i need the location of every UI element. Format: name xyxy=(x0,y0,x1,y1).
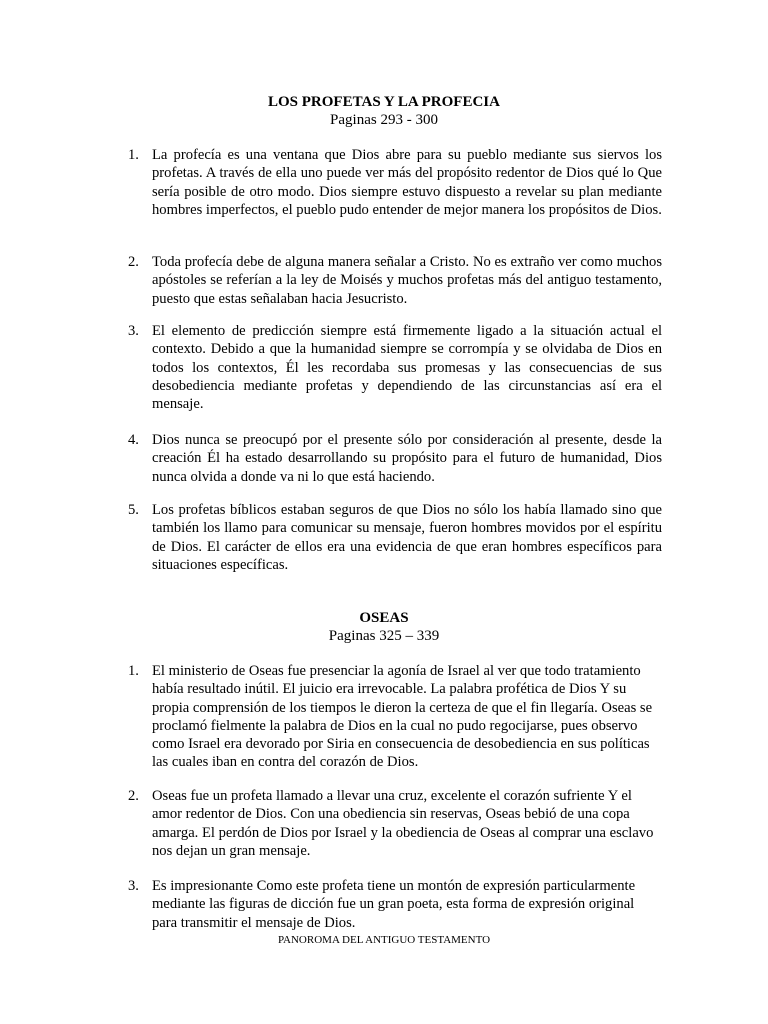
list-item-text: Toda profecía debe de alguna manera señalar a Cristo. No es extraño ver como muchos apóstoles se referían a la ley de Moisés y muchos profetas más del antiguo testamento, puesto que estas señalaban hacia Jesucristo. xyxy=(152,254,662,307)
list-item xyxy=(128,253,662,308)
list-item-text: La profecía es una ventana que Dios abre para su pueblo mediante sus siervos los profetas. A través de ella uno puede ver más del propósito redentor de Dios qué lo Que sería posible de otro modo. Dios siempre estuvo dispuesto a revelar su plan mediante hombres imperfectos, el pueblo pudo entender de mejor manera los propósitos de Dios. xyxy=(152,147,662,218)
page-footer: PANOROMA DEL ANTIGUO TESTAMENTO xyxy=(277,934,491,946)
list-item-number: 1. xyxy=(128,147,139,163)
list-item-text: Es impresionante Como este profeta tiene un montón de expresión particularmente mediante las figuras de dicción fue un gran poeta, esta forma de expresión original para transmitir el mensaje de Dios. xyxy=(152,878,636,931)
list-item xyxy=(128,662,662,772)
list-item-number: 3. xyxy=(128,878,139,894)
list-item-number: 3. xyxy=(128,323,139,339)
list-item-text: El elemento de predicción siempre está firmemente ligado a la situación actual el contexto. Debido a que la humanidad siempre se corrompía y se olvidaba de Dios en todos los contextos, Él les recordaba sus promesas y las consecuencias de sus desobediencia mediante profetas y dependiendo de las circunstancias así era el mensaje. xyxy=(152,323,662,413)
list-item-number: 1. xyxy=(128,663,139,679)
section-title-profetas: LOS PROFETAS Y LA PROFECIA xyxy=(268,94,500,110)
section-title-oseas: OSEAS xyxy=(359,610,409,626)
list-item-number: 5. xyxy=(128,502,139,518)
list-item-number: 2. xyxy=(128,254,139,270)
list-item xyxy=(128,787,662,860)
list-item xyxy=(128,501,662,574)
list-item-number: 2. xyxy=(128,788,139,804)
list-item xyxy=(128,322,662,413)
section-pages-oseas: Paginas 325 – 339 xyxy=(328,628,440,644)
list-item xyxy=(128,431,662,486)
list-item-text: Oseas fue un profeta llamado a llevar una cruz, excelente el corazón sufriente Y el amor redentor de Dios. Con una obediencia sin reservas, Oseas bebió de una copa amarga. El perdón de Dios por Israel y la obediencia de Oseas al comprar una esclavo nos dejan un gran mensaje. xyxy=(152,788,654,859)
list-item-text: Los profetas bíblicos estaban seguros de que Dios no sólo los había llamado sino que también los llamo para comunicar su mensaje, fueron hombres movidos por el espíritu de Dios. El carácter de ellos era una evidencia de que eran hombres específicos para situaciones específicas. xyxy=(152,502,662,573)
section-pages-profetas: Paginas 293 - 300 xyxy=(330,112,438,128)
list-item-number: 4. xyxy=(128,432,139,448)
list-item-text: El ministerio de Oseas fue presenciar la agonía de Israel al ver que todo tratamiento había resultado inútil. El juicio era irrevocable. La palabra profética de Dios Y su propia comprensión de los tiempos le dieron la certeza de que el fin llegaría. Oseas se proclamó fielmente la palabra de Dios en la cual no pudo regocijarse, pues observo como Israel era devorado por Siria en consecuencia de desobediencia en sus políticas las cuales iban en contra del corazón de Dios. xyxy=(152,663,653,771)
list-item xyxy=(128,146,662,219)
list-item-text: Dios nunca se preocupó por el presente sólo por consideración al presente, desde la creación Él ha estado desarrollando su propósito para el futuro de humanidad, Dios nunca olvida a donde va ni lo que está haciendo. xyxy=(152,432,662,485)
list-item xyxy=(128,877,662,932)
